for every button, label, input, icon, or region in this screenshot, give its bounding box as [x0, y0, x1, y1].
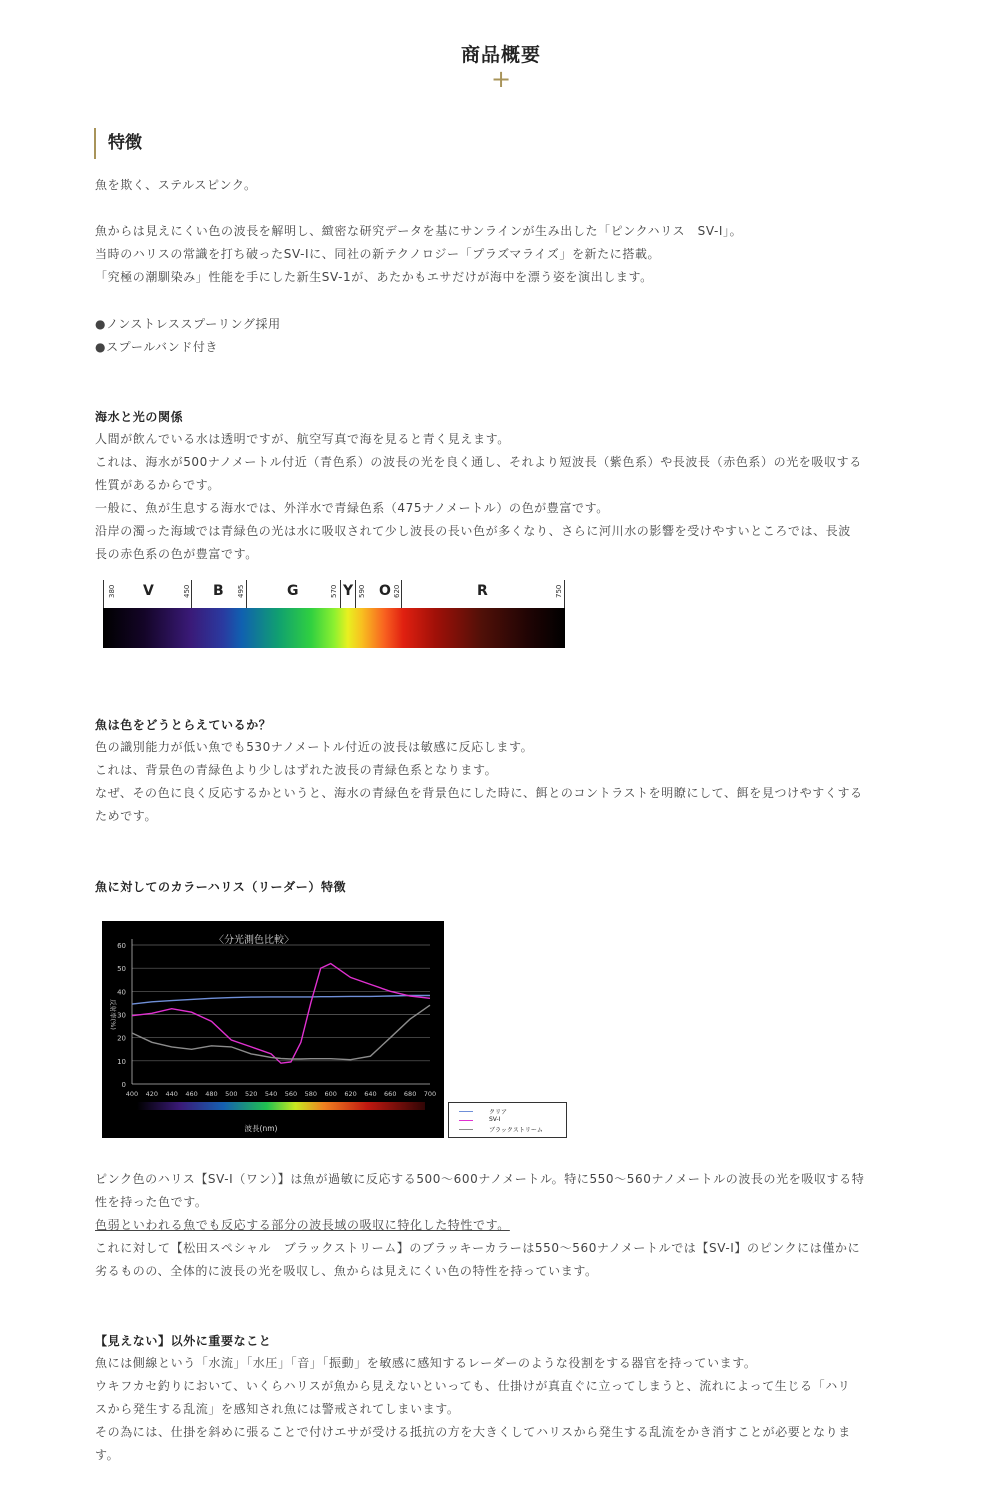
feature-paragraph — [95, 220, 915, 289]
spectrum-color-bar — [103, 608, 565, 648]
x-tick-label: 480 — [205, 1090, 218, 1098]
spectrum-tick — [191, 580, 192, 608]
legend-label: ブラックストリーム — [489, 1127, 543, 1134]
text-line: これは、背景色の青緑色より少しはずれた波長の青緑色系となります。 — [95, 763, 498, 777]
x-tick-label: 420 — [145, 1090, 159, 1098]
text-line: 魚からは見えにくい色の波長を解明し、緻密な研究データを基にサンラインが生み出した「ピンクハリス SV-Ⅰ」。 — [95, 224, 743, 238]
y-tick-label: 40 — [117, 988, 126, 997]
spectrum-tick-label: 620 — [393, 584, 401, 598]
text-line: スから発生する乱流」を感知され魚には警戒されてしまいます。 — [95, 1402, 460, 1416]
fish-color-text — [95, 736, 915, 828]
text-line: 色の識別能力が低い魚でも530ナノメートル付近の波長は敏感に反応します。 — [95, 740, 534, 754]
spectrum-band-label: O — [379, 583, 391, 599]
text-line: 性質があるからです。 — [95, 478, 220, 492]
seawater-text — [95, 428, 915, 566]
text-line: その為には、仕掛を斜めに張ることで付けエサが受ける抵抗の方を大きくしてハリスから発生する乱流をかき消すことが必要となりま — [95, 1425, 851, 1439]
text-line: 当時のハリスの常識を打ち破ったSV-Ⅰに、同社の新テクノロジー「プラズマライズ」を新たに搭載。 — [95, 247, 661, 261]
text-line: ピンク色のハリス【SV-Ⅰ（ワン）】は魚が過敏に反応する500～600ナノメートル。特に550～560ナノメートルの波長の光を吸収する特 — [95, 1172, 865, 1186]
spectrum-tick-label: 380 — [108, 584, 116, 598]
page-title: 商品概要 — [460, 44, 541, 66]
x-tick-label: 620 — [344, 1090, 357, 1098]
text-line: 魚には側線という「水流」「水圧」「音」「振動」を敏感に感知するレーダーのような役割をする器官を持っています。 — [95, 1356, 757, 1370]
spectrum-band-label: V — [143, 583, 154, 599]
series-line — [132, 1005, 430, 1059]
y-tick-label: 50 — [117, 965, 126, 974]
spectrum-tick-label: 590 — [358, 584, 366, 598]
x-tick-label: 640 — [364, 1090, 377, 1098]
spectrum-tick — [355, 580, 356, 608]
text-line: 一般に、魚が生息する海水では、外洋水で青緑色系（475ナノメートル）の色が豊富です。 — [95, 501, 609, 515]
spectrum-tick-label: 450 — [183, 584, 191, 598]
feature-bullets — [95, 313, 915, 359]
bullet-item: ●ノンストレススプーリング採用 — [95, 317, 281, 331]
y-tick-label: 20 — [117, 1034, 126, 1043]
spectrum-tick — [103, 580, 104, 608]
spectrum-tick-label: 570 — [330, 584, 338, 598]
legend-swatch — [459, 1120, 473, 1121]
series-line — [132, 996, 430, 1005]
x-tick-label: 460 — [185, 1090, 198, 1098]
spectrum-tick — [246, 580, 247, 608]
leader-heading: 魚に対してのカラーハリス（リーダー）特徴 — [95, 880, 347, 894]
text-line: 性を持った色です。 — [95, 1195, 208, 1209]
visible-spectrum-figure — [103, 578, 565, 648]
spectrum-tick — [340, 580, 341, 608]
spectrum-band-label: Y — [343, 583, 354, 599]
x-tick-label: 520 — [244, 1090, 258, 1098]
chart-legend — [448, 1102, 567, 1138]
text-line: 沿岸の濁った海域では青緑色の光は水に吸収されて少し波長の長い色が多くなり、さらに河川水の影響を受けやすいところでは、長波 — [95, 524, 851, 538]
text-line: ためです。 — [95, 809, 158, 823]
x-tick-label: 580 — [304, 1090, 318, 1098]
series-line — [132, 964, 430, 1064]
text-line: 長の赤色系の色が豊富です。 — [95, 547, 258, 561]
x-tick-label: 560 — [284, 1090, 298, 1098]
text-line: 「究極の潮馴染み」性能を手にした新生SV-1が、あたかもエサだけが海中を漂う姿を演出します。 — [95, 270, 653, 284]
legend-swatch — [459, 1129, 473, 1130]
chart-svg — [102, 921, 444, 1138]
y-tick-label: 60 — [117, 942, 126, 950]
text-line: 人間が飲んでいる水は透明ですが、航空写真で海を見ると青く見えます。 — [95, 432, 510, 446]
x-tick-label: 400 — [125, 1090, 139, 1098]
text-line: なぜ、その色に良く反応するかというと、海水の青緑色を背景色にした時に、餌とのコントラストを明瞭にして、餌を見つけやすくする — [95, 786, 863, 800]
spectrum-tick-label: 750 — [555, 584, 563, 598]
text-line: 劣るものの、全体的に波長の光を吸収し、魚からは見えにくい色の特性を持っています。 — [95, 1264, 598, 1278]
invisible-text — [95, 1352, 915, 1467]
invisible-heading: 【見えない】以外に重要なこと — [95, 1334, 272, 1348]
bullet-item: ●スプールバンド付き — [95, 340, 219, 354]
x-tick-label: 660 — [384, 1090, 397, 1098]
x-tick-label: 500 — [225, 1090, 238, 1098]
wavelength-color-strip — [137, 1102, 425, 1110]
x-tick-label: 440 — [165, 1090, 178, 1098]
spectrum-tick — [401, 580, 402, 608]
title-ornament: + — [490, 65, 512, 93]
text-line: す。 — [95, 1448, 120, 1462]
feature-lead — [95, 174, 915, 197]
x-axis-label: 波長(nm) — [244, 1124, 278, 1133]
spectrum-band-label: R — [477, 583, 488, 599]
chart-title: 〈分光測色比較〉 — [214, 935, 294, 946]
x-tick-label: 680 — [403, 1090, 417, 1098]
text-line: これに対して【松田スペシャル ブラックストリーム】のブラッキーカラーは550～560ナノメートルでは【SV-Ⅰ】のピンクには僅かに — [95, 1241, 861, 1255]
y-tick-label: 10 — [117, 1057, 126, 1066]
section-heading-feature: 特徴 — [94, 128, 142, 159]
spectrum-tick — [564, 580, 565, 608]
spectral-reflectance-chart — [102, 921, 444, 1138]
fish-color-heading: 魚は色をどうとらえているか？ — [95, 718, 272, 732]
seawater-heading: 海水と光の関係 — [95, 410, 184, 424]
legend-label: クリア — [489, 1109, 508, 1116]
x-tick-label: 540 — [264, 1090, 278, 1098]
spectrum-tick-label: 495 — [237, 584, 245, 598]
underlined-text: 色弱といわれる魚でも反応する部分の波長域の吸収に特化した特性です。 — [95, 1218, 510, 1232]
y-tick-label: 0 — [121, 1081, 126, 1089]
spectrum-band-label: G — [287, 583, 299, 599]
y-tick-label: 30 — [117, 1011, 126, 1020]
legend-swatch — [459, 1111, 473, 1112]
lead-text: 魚を欺く、ステルスピンク。 — [95, 178, 257, 192]
spectrum-band-label: B — [213, 583, 224, 599]
text-line: これは、海水が500ナノメートル付近（青色系）の波長の光を良く通し、それより短波長（紫色系）や長波長（赤色系）の光を吸収する — [95, 455, 862, 469]
y-axis-label: 反射率(%) — [109, 999, 117, 1030]
x-tick-label: 600 — [324, 1090, 337, 1098]
x-tick-label: 700 — [423, 1090, 437, 1098]
legend-label: SV-Ⅰ — [489, 1116, 501, 1123]
pink-harris-text — [95, 1168, 915, 1283]
text-line: ウキフカセ釣りにおいて、いくらハリスが魚から見えないといっても、仕掛けが真直ぐに立ってしまうと、流れによって生じる「ハリ — [95, 1379, 851, 1393]
